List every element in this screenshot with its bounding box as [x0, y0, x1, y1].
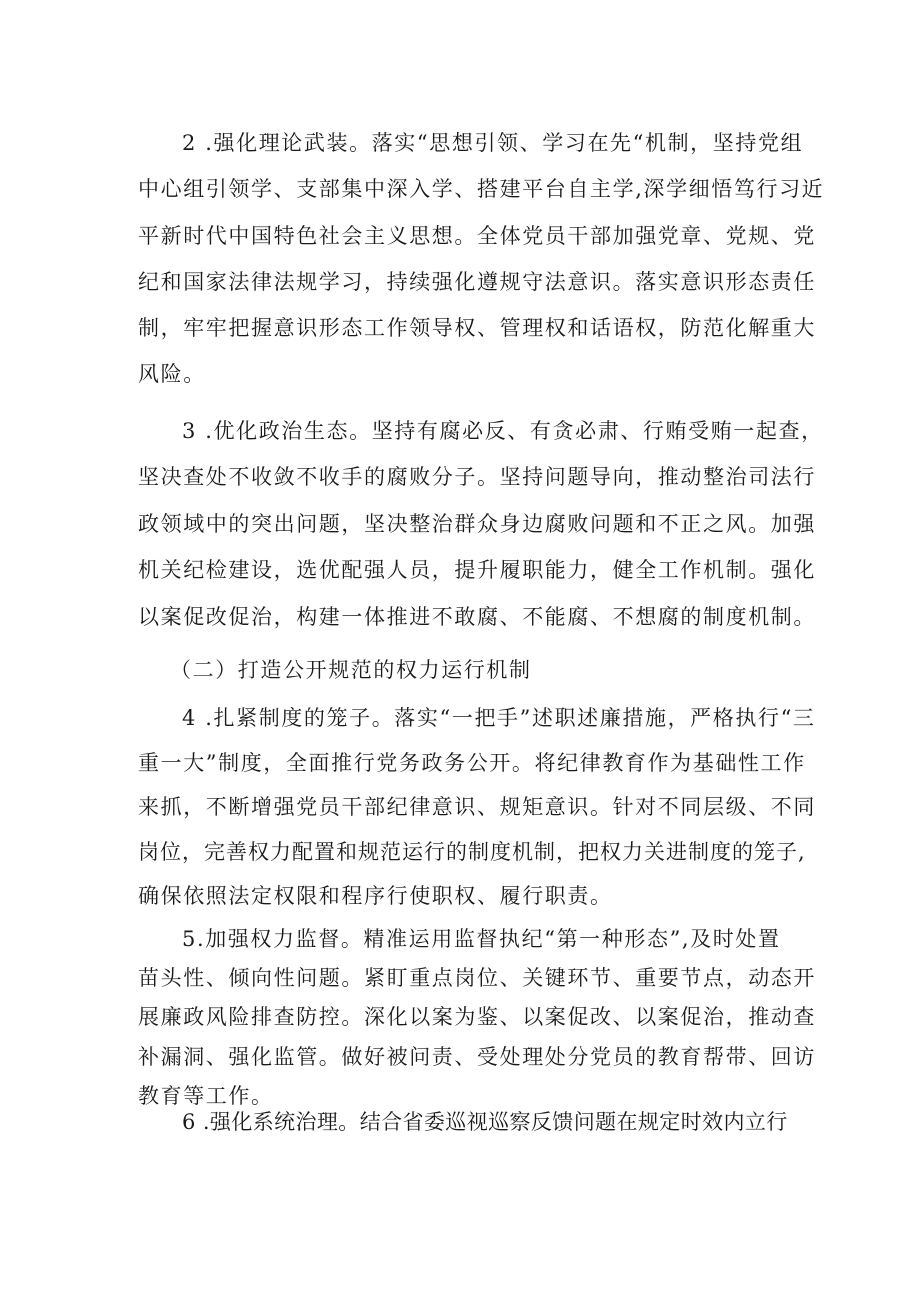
- text-line: 坚决查处不收敛不收手的腐败分子。坚持问题导向，推动整治司法行: [138, 465, 816, 490]
- text-line: 展廉政风险排查防控。深化以案为鉴、以案促改、以案促治，推动查: [138, 1005, 816, 1030]
- text-line: 确保依照法定权限和程序行使职权、履行职责。: [138, 884, 613, 909]
- text-line: 3 .优化政治生态。坚持有腐必反、有贪必肃、行贿受贿一起查，: [182, 419, 824, 443]
- text-line: 来抓，不断增强党员干部纪律意识、规矩意识。针对不同层级、不同: [138, 795, 816, 820]
- section-heading: [138, 650, 798, 690]
- text-line: 风险。: [138, 362, 206, 387]
- paragraph-institutional-cage: [138, 696, 816, 919]
- text-line: 纪和国家法律法规学习，持续强化遵规守法意识。落实意识形态责任: [138, 269, 816, 294]
- text-line: 以案促改促治，构建一体推进不敢腐、不能腐、不想腐的制度机制。: [138, 604, 816, 629]
- paragraph-system-governance: [138, 1102, 798, 1142]
- text-line: 制，牢牢把握意识形态工作领导权、管理权和话语权，防范化解重大: [138, 316, 816, 341]
- text-line: 机关纪检建设，选优配强人员，提升履职能力，健全工作机制。强化: [138, 558, 816, 583]
- section-heading-text: （二）打造公开规范的权力运行机制: [170, 658, 532, 682]
- text-line: 5.加强权力监督。精准运用监督执纪“第一种形态”,及时处置: [182, 927, 781, 951]
- text-line: 政领域中的突出问题，坚决整治群众身边腐败问题和不正之风。加强: [138, 511, 816, 536]
- text-line: 平新时代中国特色社会主义思想。全体党员干部加强党章、党规、党: [138, 223, 816, 248]
- text-line: 中心组引领学、支部集中深入学、搭建平台自主学,深学细悟笃行习近: [138, 177, 825, 202]
- text-line: 苗头性、倾向性问题。紧盯重点岗位、关键环节、重要节点，动态开: [138, 966, 816, 991]
- text-line: 教育等工作。: [138, 1083, 274, 1108]
- paragraph-theory-arming: [138, 120, 825, 398]
- text-line: 补漏洞、强化监管。做好被问责、受处理处分党员的教育帮带、回访: [138, 1044, 816, 1069]
- text-line: 6 .强化系统治理。结合省委巡视巡察反馈问题在规定时效内立行: [182, 1110, 788, 1134]
- paragraph-power-supervision: [138, 920, 816, 1116]
- text-line: 4 .扎紧制度的笼子。落实“一把手”述职述廉措施，严格执行“三: [182, 706, 816, 730]
- text-line: 重一大”制度，全面推行党务政务公开。将纪律教育作为基础性工作: [138, 750, 806, 775]
- paragraph-political-ecology: [138, 408, 824, 640]
- text-line: 岗位，完善权力配置和规范运行的制度机制，把权力关进制度的笼子,: [138, 839, 806, 864]
- text-line: 2 .强化理论武装。落实“思想引领、学习在先“机制，坚持党组: [182, 131, 804, 155]
